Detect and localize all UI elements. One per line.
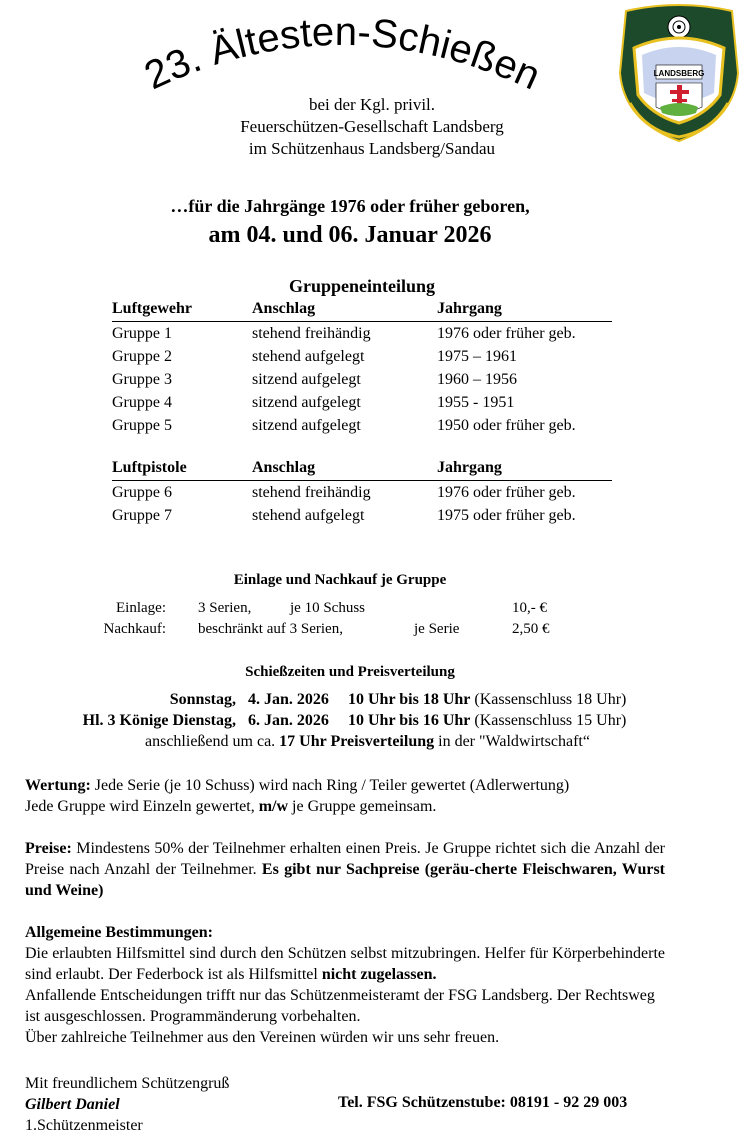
event-dates: am 04. und 06. Januar 2026 [208, 222, 492, 248]
header-cell: Anschlag [252, 300, 316, 317]
rifle-table [112, 300, 612, 440]
cell: sitzend aufgelegt [252, 417, 361, 434]
cell: Gruppe 1 [112, 325, 172, 342]
logo-town: LANDSBERG [653, 69, 705, 78]
rules-text: Über zahlreiche Teilnehmer aus den Vereinen würden wir uns sehr freuen. [25, 1029, 500, 1046]
fee-label: Nachkauf: [103, 621, 166, 637]
time-hours: 10 Uhr bis 16 Uhr [348, 712, 471, 729]
header-cell: Anschlag [252, 459, 316, 476]
greeting: Mit freundlichem Schützengruß [25, 1075, 230, 1092]
times-table [0, 691, 744, 757]
cell: 1976 oder früher geb. [437, 484, 576, 501]
fee-desc: beschränkt auf 3 Serien, [198, 621, 343, 637]
event-title-text: 23. Ältesten-Schießen [138, 9, 547, 99]
award-time: 17 Uhr Preisverteilung [279, 733, 435, 750]
rules-title: Allgemeine Bestimmungen: [25, 924, 213, 941]
subtitle [0, 94, 744, 160]
prizes-section [25, 838, 665, 901]
prizes-bold: Es gibt nur Sachpreise (geräu-cherte Fleischwaren, Wurst und Weine) [25, 861, 665, 899]
cell: 1960 – 1956 [437, 371, 517, 388]
phone: Tel. FSG Schützenstube: 08191 - 92 29 003 [338, 1094, 628, 1111]
header-cell: Jahrgang [437, 459, 502, 476]
table-row [112, 371, 612, 394]
fees-table [0, 600, 744, 644]
scoring-text: Jede Serie (je 10 Schuss) wird nach Ring / Teiler gewertet (Adlerwertung) [90, 777, 570, 794]
header-cell: Luftpistole [112, 459, 187, 476]
time-note: (Kassenschluss 18 Uhr) [474, 691, 627, 708]
cell: Gruppe 6 [112, 484, 172, 501]
time-day: Hl. 3 Könige Dienstag, [82, 712, 236, 729]
time-date: 6. Jan. 2026 [248, 712, 329, 729]
fee-per: je Serie [414, 621, 460, 637]
time-hours: 10 Uhr bis 18 Uhr [348, 691, 471, 708]
scoring-text: Jede Gruppe wird Einzeln gewertet, [25, 798, 259, 815]
cell: stehend aufgelegt [252, 507, 365, 524]
fee-label: Einlage: [116, 600, 166, 616]
fee-desc: je 10 Schuss [290, 600, 365, 616]
fee-price: 2,50 € [512, 621, 550, 637]
cell: 1950 oder früher geb. [437, 417, 576, 434]
award-text: anschließend um ca. [145, 733, 280, 750]
scoring-section [25, 775, 665, 817]
award-line [145, 733, 590, 751]
table-header [112, 459, 612, 481]
cell: Gruppe 7 [112, 507, 172, 524]
cell: 1976 oder früher geb. [437, 325, 576, 342]
cell: stehend freihändig [252, 484, 371, 501]
table-header [112, 300, 612, 322]
table-row [112, 417, 612, 440]
header-cell: Luftgewehr [112, 300, 192, 317]
subtitle-line: bei der Kgl. privil. [308, 95, 436, 114]
cell: stehend freihändig [252, 325, 371, 342]
rules-text: Die erlaubten Hilfsmittel sind durch den Schützen selbst mitzubringen. Helfer für Körperbehinderte sind erlaubt. Der Federbock ist als Hilfsmittel [25, 945, 665, 983]
time-note: (Kassenschluss 15 Uhr) [474, 712, 627, 729]
cell: Gruppe 4 [112, 394, 172, 411]
prizes-label: Preise: [25, 840, 72, 857]
rules-bold: nicht zugelassen. [321, 966, 437, 983]
subtitle-line: Feuerschützen-Gesellschaft Landsberg [240, 117, 504, 136]
signer-role: 1.Schützenmeister [25, 1117, 143, 1134]
award-text: in der "Waldwirtschaft“ [434, 733, 590, 750]
scoring-text: je Gruppe gemeinsam. [288, 798, 437, 815]
cell: 1975 – 1961 [437, 348, 517, 365]
subtitle-line: im Schützenhaus Landsberg/Sandau [248, 139, 496, 158]
cell: stehend aufgelegt [252, 348, 365, 365]
cell: Gruppe 3 [112, 371, 172, 388]
cell: 1955 - 1951 [437, 394, 515, 411]
cell: sitzend aufgelegt [252, 371, 361, 388]
signer-name: Gilbert Daniel [25, 1096, 120, 1113]
fee-desc: 3 Serien, [198, 600, 252, 616]
birth-years-line: …für die Jahrgänge 1976 oder früher geboren, [170, 196, 530, 216]
fees-title: Einlage und Nachkauf je Gruppe [233, 572, 447, 588]
groups-title: Gruppeneinteilung [288, 276, 436, 296]
table-row [112, 507, 612, 530]
time-day: Sonnstag, [169, 691, 236, 708]
rules-section [25, 922, 665, 1048]
cell: sitzend aufgelegt [252, 394, 361, 411]
times-title: Schießzeiten und Preisverteilung [245, 664, 455, 680]
table-row [112, 394, 612, 417]
table-row [112, 348, 612, 371]
table-row [112, 484, 612, 507]
cell: Gruppe 2 [112, 348, 172, 365]
scoring-mw: m/w [258, 798, 289, 815]
scoring-label: Wertung: [25, 777, 91, 794]
pistol-table [112, 459, 612, 530]
time-date: 4. Jan. 2026 [248, 691, 329, 708]
table-row [112, 325, 612, 348]
cell: 1975 oder früher geb. [437, 507, 576, 524]
fee-price: 10,- € [512, 600, 547, 616]
rules-text: Anfallende Entscheidungen trifft nur das Schützenmeisteramt der FSG Landsberg. Der Rechtsweg ist ausgeschlossen. Programmänderung vorbehalten. [25, 987, 655, 1025]
cell: Gruppe 5 [112, 417, 172, 434]
prizes-text: Mindestens 50% der Teilnehmer erhalten einen Preis. Je Gruppe richtet sich die Anzahl der Preise nach Anzahl der Teilnehmer. [25, 840, 665, 878]
header-cell: Jahrgang [437, 300, 502, 317]
